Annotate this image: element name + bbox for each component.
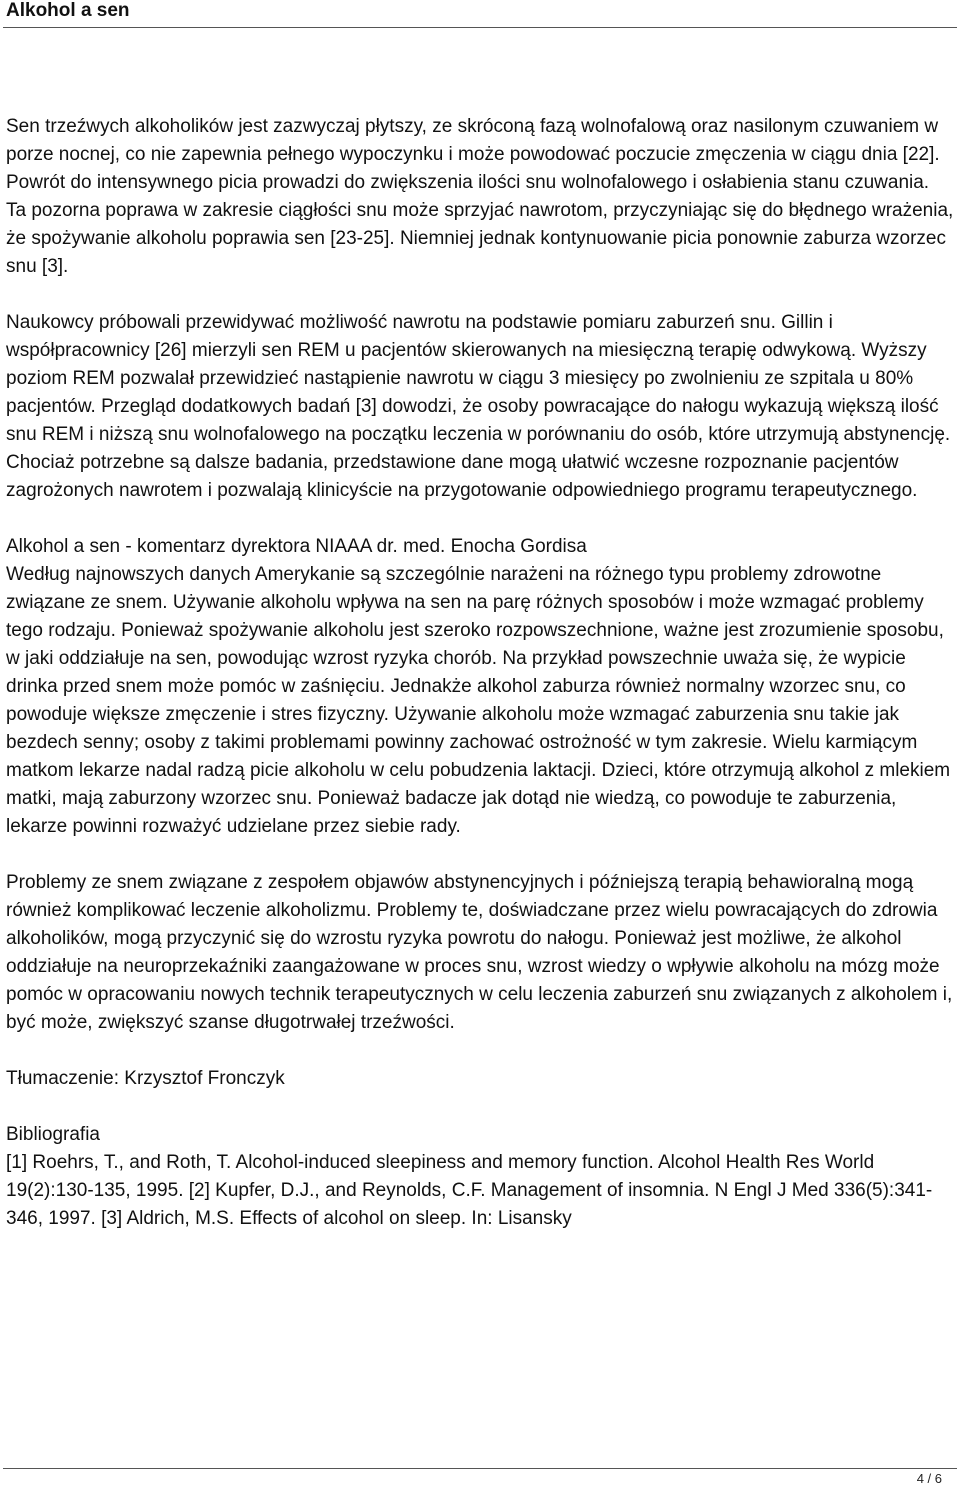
paragraph-spacer: [6, 841, 954, 869]
paragraph-spacer: [6, 505, 954, 533]
paragraph-relapse-prediction: Naukowcy próbowali przewidywać możliwość nawrotu na podstawie pomiaru zaburzeń snu. Gillin i współpracownicy [26] mierzyli sen REM u pacjentów skierowanych na miesięczną terapię odwykową. Wyższy poziom REM pozwalał przewidzieć nastąpienie nawrotu w ciągu 3 miesięcy po zwolnieniu ze szpitala u 80% pacjentów. Przegląd dodatkowych badań [3] dowodzi, że osoby powracające do nałogu wykazują większą ilość snu REM i niższą snu wolnofalowego na początku leczenia w porównaniu do osób, które utrzymują abstynencję. Chociaż potrzebne są dalsze badania, przedstawione dane mogą ułatwić wczesne rozpoznanie pacjentów zagrożonych nawrotem i pozwalają klinicyście na przygotowanie odpowiedniego programu terapeutycznego.: [6, 312, 951, 501]
paragraph-sleep-of-sober-alcoholics: Sen trzeźwych alkoholików jest zazwyczaj płytszy, ze skróconą fazą wolnofalową oraz nasilonym czuwaniem w porze nocnej, co nie zapewnia pełnego wypoczynku i może powodować poczucie zmęczenia w ciągu dnia [22]. Powrót do intensywnego picia prowadzi do zwiększenia ilości snu wolnofalowego i osłabienia stanu czuwania. Ta pozorna poprawa w zakresie ciągłości snu może sprzyjać nawrotom, przyczyniając się do błędnego wrażenia, że spożywanie alkoholu poprawia sen [23-25]. Niemniej jednak kontynuowanie picia ponownie zaburza wzorzec snu [3].: [6, 116, 954, 277]
page-header: [0, 0, 960, 26]
bibliography-heading: Bibliografia: [6, 1124, 100, 1145]
document-body: [6, 113, 954, 1233]
header-divider: [3, 27, 957, 28]
page-number: 4 / 6: [916, 1471, 942, 1486]
paragraph-spacer: [6, 1093, 954, 1121]
translator-credit: Tłumaczenie: Krzysztof Fronczyk: [6, 1068, 285, 1089]
paragraph-commentary: Według najnowszych danych Amerykanie są szczególnie narażeni na różnego typu problemy zdrowotne związane ze snem. Używanie alkoholu wpływa na sen na parę różnych sposobów i może wzmagać problemy tego rodzaju. Ponieważ spożywanie alkoholu jest szeroko rozpowszechnione, ważne jest zrozumienie sposobu, w jaki oddziałuje na sen, powodując wzrost ryzyka chorób. Na przykład powszechnie uważa się, że wypicie drinka przed snem może pomóc w zaśnięciu. Jednakże alkohol zaburza również normalny wzorzec snu, co powoduje większe zmęczenie i stres fizyczny. Używanie alkoholu może wzmagać zaburzenia snu takie jak bezdech senny; osoby z takimi problemami powinny zachować ostrożność w tym zakresie. Wielu karmiącym matkom lekarze nadal radzą picie alkoholu w celu pobudzenia laktacji. Dzieci, które otrzymują alkohol z mlekiem matki, mają zaburzony wzorzec snu. Ponieważ badacze jak dotąd nie wiedzą, co powoduje te zaburzenia, lekarze powinni rozważyć udzielane przez siebie rady.: [6, 564, 951, 837]
commentary-heading: Alkohol a sen - komentarz dyrektora NIAAA dr. med. Enocha Gordisa: [6, 536, 587, 557]
paragraph-spacer: [6, 1037, 954, 1065]
paragraph-spacer: [6, 281, 954, 309]
document-title: Alkohol a sen: [6, 0, 130, 21]
footer-divider: [3, 1468, 957, 1469]
paragraph-withdrawal-sleep-problems: Problemy ze snem związane z zespołem objawów abstynencyjnych i późniejszą terapią behawioralną mogą również komplikować leczenie alkoholizmu. Problemy te, doświadczane przez wielu powracających do zdrowia alkoholików, mogą przyczynić się do wzrostu ryzyka powrotu do nałogu. Ponieważ jest możliwe, że alkohol oddziałuje na neuroprzekaźniki zaangażowane w proces snu, wzrost wiedzy o wpływie alkoholu na mózg może pomóc w opracowaniu nowych technik terapeutycznych w celu leczenia zaburzeń snu związanych z alkoholem i, być może, zwiększyć szanse długotrwałej trzeźwości.: [6, 872, 953, 1033]
bibliography-list: [1] Roehrs, T., and Roth, T. Alcohol-induced sleepiness and memory function. Alcohol Health Res World 19(2):130-135, 1995. [2] Kupfer, D.J., and Reynolds, C.F. Management of insomnia. N Engl J Med 336(5):341-346, 1997. [3] Aldrich, M.S. Effects of alcohol on sleep. In: Lisansky: [6, 1152, 933, 1229]
